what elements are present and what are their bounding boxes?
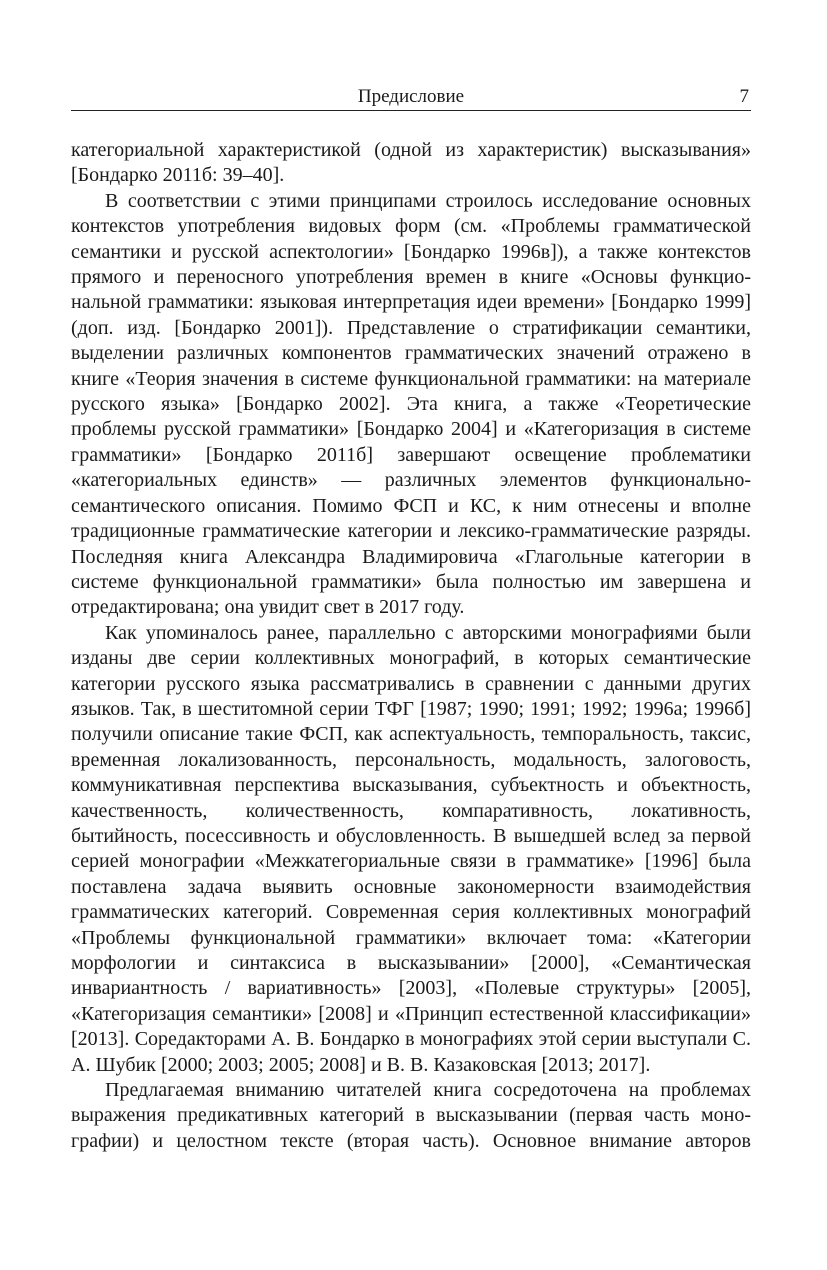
header-title: Предисловие [357,86,465,107]
paragraph: В соответствии с этими принципами строилось исследование основных контекстов употребления видовых форм (см. «Проблемы грамматической семантики и русской аспектологии» [Бондарко 1996в]), а также контекстов прямого и переносного употребления времен в книге «Основы функциональной грамматики: языковая интерпретация идеи времени» [Бондарко 1999] (доп. изд. [Бондарко 2001]). Представление о стратификации семантики, выделении различных компонентов грамматических значений отражено в книге «Теория значения в системе функциональной грамматики: на материале русского языка» [Бондарко 2002]. Эта книга, а также «Теоретические проблемы русской грамматики» [Бондарко 2004] и «Категоризация в системе грамматики» [Бондарко 2011б] завершают освещение проблематики «категориальных единств» — различных элементов функционально-семантического описания. Помимо ФСП и КС, к ним отнесены и вполне традиционные грамматические категории и лексико-грамматические разряды. Последняя книга Александра Владимировича «Глагольные категории в системе функциональной грамматики» была полностью им завершена и отредактирована; она увидит свет в 2017 году. [71,189,751,619]
page-number: 7 [739,86,749,107]
book-page [71,0,751,1270]
body-text [71,138,751,1154]
running-header [71,82,751,111]
paragraph-continued: категориальной характеристикой (одной из характеристик) высказывания» [Бондарко 2011б: 39–40]. [71,139,751,187]
paragraph-continues: Предлагаемая вниманию читателей книга сосредоточена на проблемах выражения предикативных категорий в высказывании (первая часть монографии) и целостном тексте (вторая часть). Основное внимание авторов [71,1079,751,1152]
paragraph: Как упоминалось ранее, параллельно с авторскими монографиями были изданы две серии коллективных монографий, в которых семантические категории русского языка рассматривались в сравнении с данными других языков. Так, в шеститомной серии ТФГ [1987; 1990; 1991; 1992; 1996а; 1996б] получили описание такие ФСП, как аспектуальность, темпоральность, таксис, временная локализованность, персональность, модальность, залоговость, коммуникативная перспектива высказывания, субъектность и объектность, качественность, количественность, компаративность, локативность, бытийность, посессивность и обусловленность. В вышедшей вслед за первой серией монографии «Межкатегориальные связи в грамматике» [1996] была поставлена задача выявить основные закономерности взаимодействия грамматических категорий. Современная серия коллективных монографий «Проблемы функциональной грамматики» включает тома: «Категории морфологии и синтаксиса в высказывании» [2000], «Семантическая инвариантность / вариативность» [2003], «Полевые структуры» [2005], «Категоризация семантики» [2008] и «Принцип естественной классификации» [2013]. Соредакторами А. В. Бондарко в монографиях этой серии выступали С. А. Шубик [2000; 2003; 2005; 2008] и В. В. Казаковская [2013; 2017]. [71,621,751,1076]
